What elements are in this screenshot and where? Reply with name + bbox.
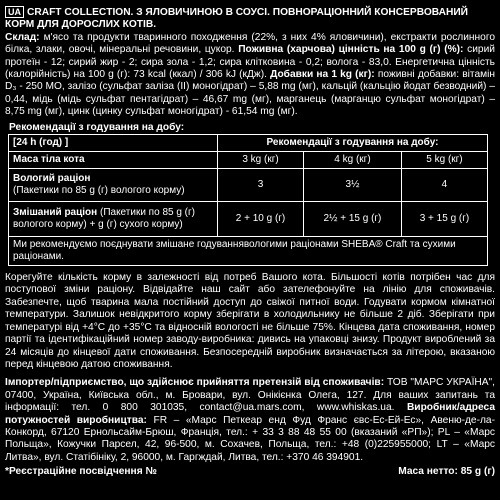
weight-cell: 3 kg (кг) [218, 152, 304, 169]
wet-value-cell: 4 [401, 169, 487, 202]
mixed-label: Змішаний раціон [13, 207, 98, 219]
feeding-note: Ми рекомендуємо поєднувати змішане годуваннявологими раціонами SHEBA® Craft та сухими раціонами. [9, 237, 488, 266]
composition-text: м'ясо та продукти тваринного походження (22%, з них 4% яловичини), екстракти рослинного білка, злаки, овочі, мінеральні речовини, цукор. [5, 31, 496, 56]
composition-block [5, 32, 495, 119]
weight-cell: 5 kg (кг) [401, 152, 487, 169]
mixed-value-cell: 3 + 15 g (г) [401, 202, 487, 237]
period-heading-cell: Рекомендації з годування на добу: [218, 135, 488, 152]
nutrition-label: Поживна (харчова) цінність на 100 g (г) (%): [238, 44, 464, 56]
wet-label: Вологий раціон [13, 173, 91, 185]
table-row [9, 169, 488, 202]
additives-label: Добавки на 1 kg (кг): [270, 69, 375, 81]
table-row [9, 152, 488, 169]
instructions-text: Корегуйте кількість корму в залежності від потреб Вашого кота. Більшості котів потрібен час для поступової зміни раціону. Відвідайте наш сайт або зателефонуйте на лінію для споживачів. Забезпечте, щоб тварина мала постійний доступ до свіжої питної води. Годувати кормом кімнатної температури. Залишок невідкритого корму зберігати в холодильнику не більше 2 діб. Зберігати при температурі від +4°С до +35°С та відносній вологості не більше 75%. Кінцева дата споживання, номер партії та ідентифікаційний номер заводу-виробника: дивись на упаковці знизу. Продукт вироблений за 24 місяців до кінцевої дати споживання. Безпосередній виробник визначається за літерою, вказаною перед кінцевою датою споживання. [5, 272, 495, 370]
feeding-heading: Рекомендації з годування на добу: [9, 121, 185, 133]
mixed-value-cell: 2 + 10 g (г) [218, 202, 304, 237]
wet-sub: (Пакетики по 85 g (г) вологого корму) [13, 185, 185, 197]
table-row [9, 237, 488, 266]
net-mass: Маса нетто: 85 g (г) [398, 466, 495, 478]
label-page [5, 5, 495, 479]
importer-label: Імпортер/підприємство, що здійснює прийняття претензій від споживачів: [5, 377, 385, 389]
additives-text: поживні добавки: вітамін D₃ - 250 МО, залізо (сульфат заліза (II) моногідрат) – 5,88 mg (мг), кальцій (кальцію йодат безводний) – 0,44, мідь (мідь сульфат пентагідрат) – 46,67 mg (мг), марганець (марганцю сульфат моногідрат) – 8,75 mg (мг), цинк (цинку сульфат моногідрат) - 61,54 mg (мг). [5, 69, 495, 118]
mixed-value-cell: 2½ + 15 g (г) [304, 202, 402, 237]
mixed-sub: (Пакетики по 85 g (г) вологого корму) + g (г) сухого корму) [13, 207, 195, 231]
producer-text: FR – «Марс Петкеар енд Фуд Франс євс-Ес-Ей-Ес», Авеню-де-ла-Конкорд, 67120 Ернольсайм-Брюш, Франція, тел.: + 33 3 88 48 55 00 (вказаний «РП»); PL – «Марс Польща», Кожучки Парсел, 42, 96-500, м. Сохачев, Польща, тел.: +48 (0)225955000; LT – «Марс Литва», вул. Статібініку, 2, 96000, м. Гаргждай, Литва, тел.: +370 46 394901. [5, 414, 495, 463]
feeding-table [8, 134, 488, 266]
table-row [9, 202, 488, 237]
registration-number: *Реєстраційне посвідчення № [5, 466, 157, 478]
producer-label: Виробник/адреса потужностей виробництва: [5, 402, 495, 426]
table-row [9, 135, 488, 152]
composition-label: Склад: [5, 31, 40, 43]
footer-row [5, 466, 495, 478]
period-cell: [24 h (год) ] [9, 135, 218, 152]
importer-block [5, 377, 495, 464]
wet-label-cell [9, 169, 218, 202]
weight-label-cell: Маса тіла кота [9, 152, 218, 169]
importer-text: ТОВ "МАРС УКРАЇНА", 07400, Україна, Київська обл., м. Бровари, вул. Онікієнка Олега, 127. Для ваших запитань та інформації: тел. 0 800 301035, contact@ua.mars.com, www.whiskas.ua. [5, 377, 495, 414]
weight-cell: 4 kg (кг) [304, 152, 402, 169]
mixed-label-cell [9, 202, 218, 237]
nutrition-text: сирий протеїн - 12; сирий жир - 2; сира зола - 1,2; сира клітковина - 0,2; вологa - 83,0. Енергетична цінність (калорійність) на 100 g (г): 73 kcal (ккал) / 306 kJ (кДж). [5, 44, 495, 81]
language-badge: UA [5, 6, 24, 18]
wet-value-cell: 3½ [304, 169, 402, 202]
product-title [5, 6, 495, 32]
wet-value-cell: 3 [218, 169, 304, 202]
product-title-text: CRAFT COLLECTION. З ЯЛОВИЧИНОЮ В СОУСІ. ПОВНОРАЦІОННИЙ КОНСЕРВОВАНИЙ КОРМ ДЛЯ ДОРОСЛИХ КОТІВ. [5, 7, 468, 31]
